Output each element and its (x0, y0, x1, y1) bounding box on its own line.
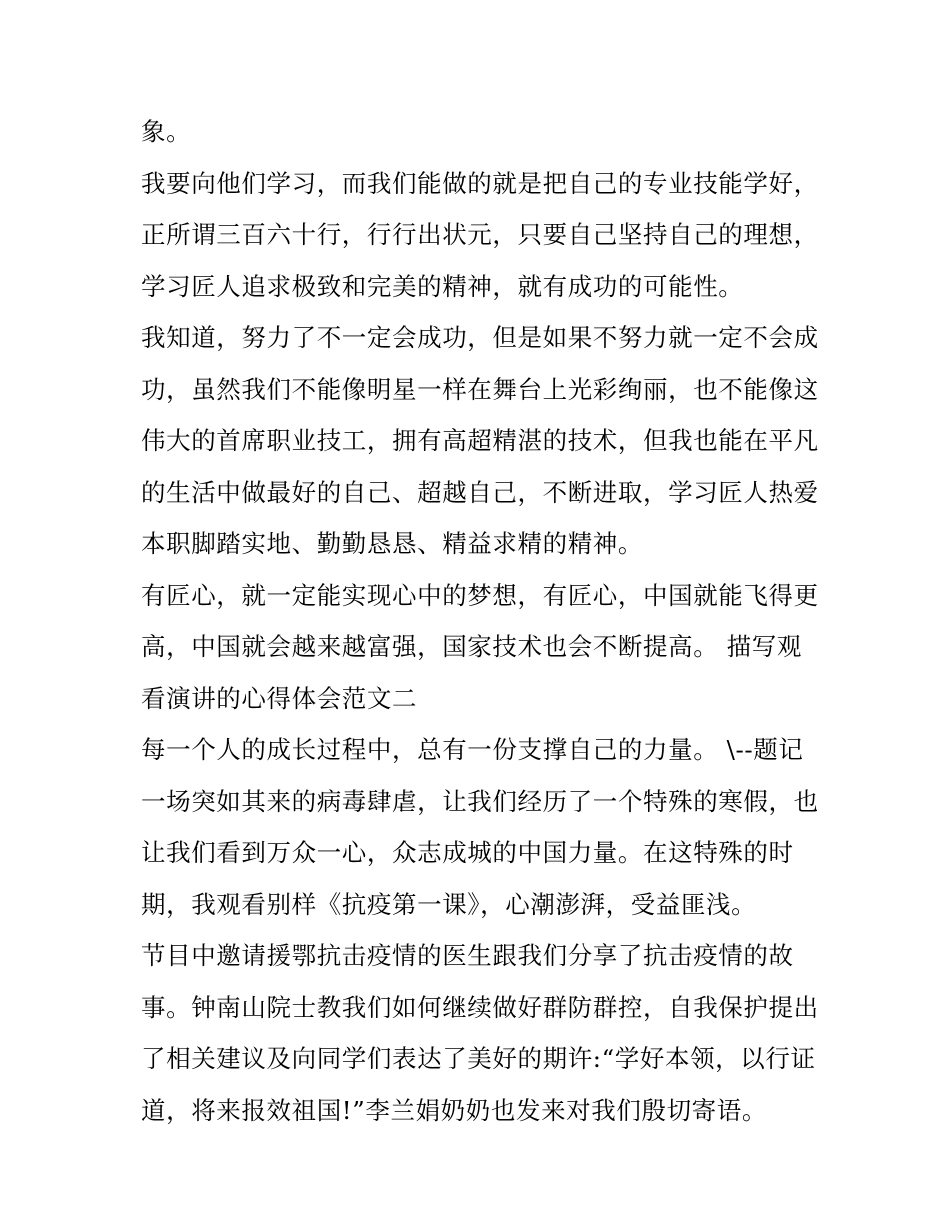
text-line: 学习匠人追求极致和完美的精神，就有成功的可能性。 (141, 271, 744, 301)
text-line: 高，中国就会越来越富强，国家技术也会不断提高。 描写观 (141, 632, 802, 661)
text-line: 我要向他们学习，而我们能做的就是把自己的专业技能学好， (141, 168, 819, 198)
text-line: 期，我观看别样《抗疫第一课》，心潮澎湃，受益匪浅。 (141, 889, 757, 919)
text-line: 我知道，努力了不一定会成功，但是如果不努力就一定不会成 (141, 323, 819, 352)
text-line: 象。 (141, 117, 192, 146)
document-body (141, 106, 821, 1136)
text-line: 每一个人的成长过程中，总有一份支撑自己的力量。 \--题记 (141, 735, 804, 764)
section-heading-line: 看演讲的心得体会范文二 (141, 683, 418, 713)
text-line: 节目中邀请援鄂抗击疫情的医生跟我们分享了抗击疫情的故 (141, 941, 794, 970)
text-line: 本职脚踏实地、勤勤恳恳、精益求精的精神。 (141, 529, 643, 558)
text-line: 伟大的首席职业技工，拥有高超精湛的技术，但我也能在平凡 (141, 426, 819, 455)
text-line: 正所谓三百六十行，行行出状元，只要自己坚持自己的理想， (141, 220, 819, 249)
text-line: 道，将来报效祖国!”李兰娟奶奶也发来对我们殷切寄语。 (141, 1095, 767, 1125)
text-line: 有匠心，就一定能实现心中的梦想，有匠心，中国就能飞得更 (141, 580, 819, 610)
text-line: 事。钟南山院士教我们如何继续做好群防群控，自我保护提出 (141, 992, 819, 1022)
text-line: 让我们看到万众一心，众志成城的中国力量。在这特殊的时 (141, 838, 794, 867)
text-line: 了相关建议及向同学们表达了美好的期许:“学好本领，以行证 (141, 1044, 816, 1073)
text-line: 功，虽然我们不能像明星一样在舞台上光彩绚丽，也不能像这 (141, 374, 819, 404)
text-line: 的生活中做最好的自己、超越自己，不断进取，学习匠人热爱 (141, 477, 819, 507)
text-line: 一场突如其来的病毒肆虐，让我们经历了一个特殊的寒假，也 (141, 786, 819, 816)
